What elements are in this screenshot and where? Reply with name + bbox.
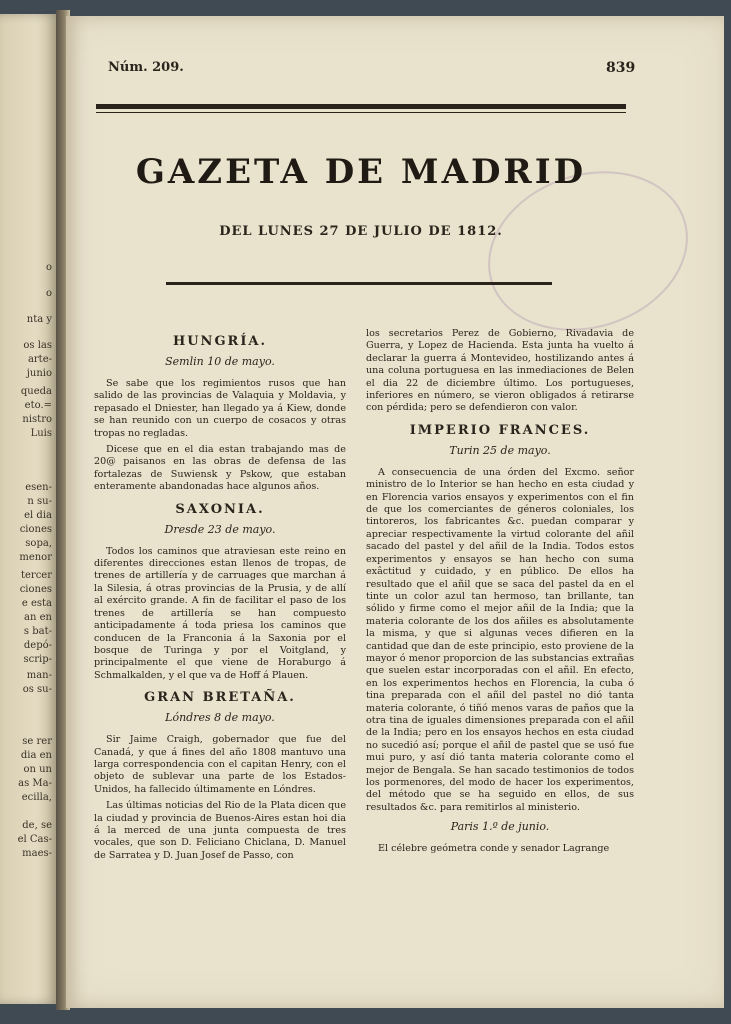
section-heading: SAXONIA. xyxy=(175,501,265,517)
dateline: DEL LUNES 27 DE JULIO DE 1812. xyxy=(219,224,503,239)
facing-page-text: menor xyxy=(19,552,52,563)
facing-page-text: o xyxy=(45,262,52,273)
header-rule-top xyxy=(96,104,626,109)
header-rule-bottom xyxy=(96,112,626,113)
facing-page-text: as Ma- xyxy=(18,778,52,789)
article-paragraph: Todos los caminos que atraviesan este reino en diferentes direcciones estan llenos de tropas, de trenes de artillería y de carruages que marchan á la Silesia, á otras provincias de la Prusia, y de allí al exército grande. A fin de facilitar el paso de los trenes de artillería se han compuesto anticipadamente á toda priesa los caminos que conducen de la Franconia á la Saxonia por el bosque de Turinga y por el Voitgland, y principalmente el que viene de Horaburgo á Schmalkalden, y el que va de Hoff á Plauen. xyxy=(94,545,346,681)
facing-page-text: dia en xyxy=(20,750,52,761)
facing-page-text: el Cas- xyxy=(17,834,52,845)
facing-page-text: el dia xyxy=(24,510,52,521)
section-heading: IMPERIO FRANCES. xyxy=(409,422,591,438)
news-section xyxy=(94,690,346,862)
facing-page-text: scrip- xyxy=(23,654,52,665)
article-paragraph: A consecuencia de una órden del Excmo. señor ministro de lo Interior se han hecho en esta ciudad y en Florencia varios ensayos y experimentos con el fin de que los comerciantes de géneros coloniales, los tintoreros, los fabricantes &c. puedan comparar y apreciar respectivamente la virtud colorante del añil sacado del pastel y del añil de la India. Todos estos experimentos y ensayos se han hecho con suma exâctitud y cuidado, y en público. De ellos ha resultado que el añil que se saca del pastel da en el tinte un color azul tan hermoso, tan brillante, tan sólido y firme como el mejor añil de la India; que la materia colorante de los dos añiles es absolutamente la misma, y que si algunas veces difieren en la cantidad que dan de este principio, esto proviene de la mayor ó menor proporcion de las substancias extrañas que suelen estar incorporadas con el añil. En efecto, en los experimentos hechos en Florencia, la cuba ó tina preparada con el añil del pastel no dió tanta materia colorante, ó tiñó menos varas de paños que la otra tina de iguales dimensiones preparada con el añil de la India; pero en los ensayos hechos en esta ciudad no sucedió así; porque el añil de pastel que se usó fue mui puro, y así dió tanta materia colorante como el mejor de Bengala. Se han sacado testimonios de todos los pormenores, del modo de hacer los experimentos, del método que se ha seguido en ellos, de sus resultados &c. para remitirlos al ministerio. xyxy=(366,466,634,813)
article-paragraph: Dicese que en el dia estan trabajando mas de 20@ paisanos en las obras de defensa de las fortalezas de Suwiensk y Pskow, que estaban enteramente abandonadas hace algunos años. xyxy=(94,444,346,493)
article-paragraph: El célebre geómetra conde y senador Lagrange xyxy=(378,843,610,855)
facing-page-text: n su- xyxy=(27,496,52,507)
facing-page-text: an en xyxy=(24,612,52,623)
news-section xyxy=(94,502,346,682)
facing-page-text: se rer xyxy=(22,736,52,747)
facing-page-text: nta y xyxy=(26,314,52,325)
facing-page-text: ecilla, xyxy=(21,792,52,803)
facing-page-text: arte- xyxy=(27,354,52,365)
facing-page-text: man- xyxy=(26,670,52,681)
continued-paragraph: los secretarios Perez de Gobierno, Rivadavia de Guerra, y Lopez de Hacienda. Esta junta ha vuelto á declarar la guerra á Montevideo, hostilizando antes á una coluna portuguesa en las inmediaciones de Belen el dia 22 de diciembre último. Los portugueses, inferiores en número, se vieron obligados á retirarse con pérdida; pero se defendieron con valor. xyxy=(366,328,634,414)
page-number: 839 xyxy=(606,60,636,76)
section-dateline: Lóndres 8 de mayo. xyxy=(165,711,275,725)
facing-page-text: de, se xyxy=(22,820,52,831)
facing-page-text: maes- xyxy=(22,848,52,859)
news-section xyxy=(366,820,634,855)
facing-page-text: Luis xyxy=(30,428,52,439)
section-heading: GRAN BRETAÑA. xyxy=(144,690,296,706)
facing-page-text: ciones xyxy=(19,584,52,595)
section-dateline: Dresde 23 de mayo. xyxy=(164,522,276,536)
article-paragraph: Se sabe que los regimientos rusos que han salido de las provincias de Valaquia y Moldavia, y repasado el Dniester, han llegado ya á Kiew, donde se han reunido con un cuerpo de cosacos y otras tropas no regladas. xyxy=(94,378,346,439)
right-sections xyxy=(366,423,634,856)
facing-page-text: o xyxy=(45,288,52,299)
title-divider xyxy=(166,282,552,285)
masthead-title: GAZETA DE MADRID xyxy=(135,152,587,192)
news-section xyxy=(94,334,346,494)
section-heading: HUNGRÍA. xyxy=(172,334,268,349)
facing-page-text: ciones xyxy=(19,524,52,535)
facing-page-text: os su- xyxy=(22,684,52,695)
left-column xyxy=(94,326,346,866)
newspaper-page xyxy=(66,16,724,1008)
facing-page-text: nistro xyxy=(22,414,52,425)
article-paragraph: Sir Jaime Craigh, gobernador que fue del Canadá, y que á fines del año 1808 mantuvo una larga correspondencia con el capitan Henry, con el objeto de sublevar una parte de los Estados-Unidos, ha fallecido últimamente en Lóndres. xyxy=(94,734,346,795)
facing-page-text: on un xyxy=(23,764,52,775)
article-paragraph: Las últimas noticias del Rio de la Plata dicen que la ciudad y provincia de Buenos-Aires estan hoi dia á la merced de una junta compuesta de tres vocales, que son D. Feliciano Chiclana, D. Manuel de Sarratea y D. Juan Josef de Passo, con xyxy=(94,800,346,861)
right-column xyxy=(366,328,634,860)
issue-number: Núm. 209. xyxy=(108,60,184,75)
section-dateline: Semlin 10 de mayo. xyxy=(165,355,275,368)
facing-page-text: eto.= xyxy=(24,400,52,411)
facing-page-edge xyxy=(0,14,58,1004)
facing-page-text: s bat- xyxy=(23,626,52,637)
facing-page-text: sopa, xyxy=(25,538,52,549)
facing-page-text: os las xyxy=(23,340,52,351)
section-dateline: Paris 1.º de junio. xyxy=(450,820,550,834)
facing-page-text: tercer xyxy=(20,570,52,581)
facing-page-text: queda xyxy=(20,386,52,397)
facing-page-text: e esta xyxy=(21,598,52,609)
news-section xyxy=(366,423,634,814)
section-dateline: Turin 25 de mayo. xyxy=(449,443,551,457)
facing-page-text: depó- xyxy=(23,640,52,651)
facing-page-text: junio xyxy=(26,368,52,379)
facing-page-text: esen- xyxy=(25,482,52,493)
